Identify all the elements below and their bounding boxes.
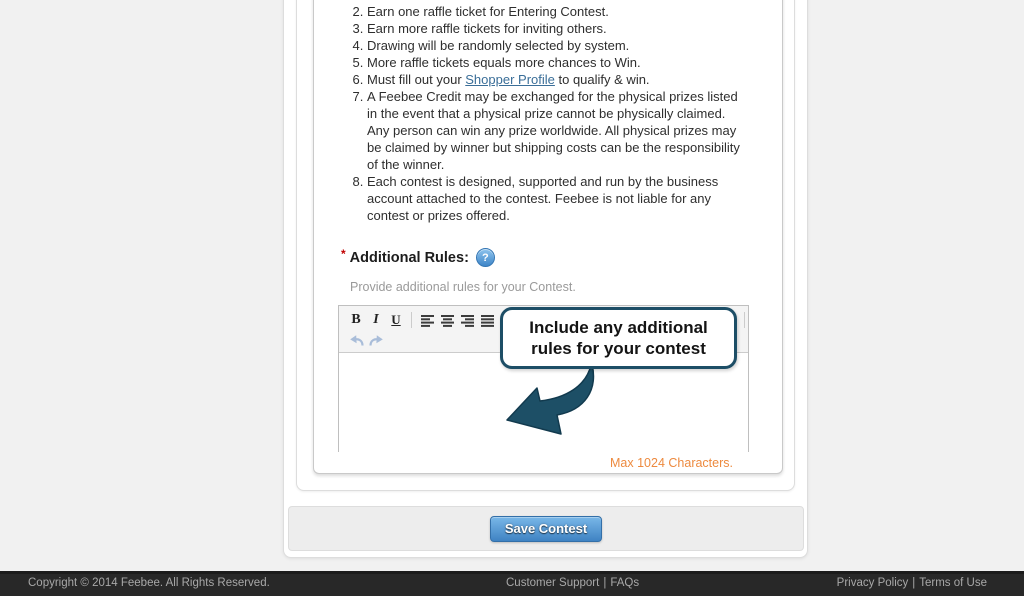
additional-rules-hint: Provide additional rules for your Contest. [350,280,576,294]
rule-item: 6. Must fill out your Shopper Profile to qualify & win. [367,71,747,88]
help-icon[interactable]: ? [476,248,495,267]
rule-item: 4. Drawing will be randomly selected by system. [367,37,747,54]
faqs-link[interactable]: FAQs [610,577,640,589]
rule-item: 5. More raffle tickets equals more chances to Win. [367,54,747,71]
rule-item: 2. Earn one raffle ticket for Entering Contest. [367,3,747,20]
align-left-icon[interactable] [417,311,437,329]
rules-ordered-list [337,3,749,224]
contest-rules-list [337,3,749,224]
callout-line2: rules for your contest [531,339,706,358]
italic-button[interactable]: I [373,312,379,327]
privacy-policy-link[interactable]: Privacy Policy [836,577,909,589]
save-contest-button[interactable]: Save Contest [490,516,602,542]
additional-rules-label: Additional Rules: [349,249,469,266]
toolbar-divider [744,312,745,328]
redo-icon[interactable] [366,332,386,350]
bold-button[interactable]: B [351,312,361,327]
tutorial-callout [500,307,737,369]
underline-button[interactable]: U [391,312,401,327]
save-section [288,506,804,551]
required-asterisk: * [341,246,346,261]
toolbar-divider [411,312,412,328]
max-characters-note: Max 1024 Characters. [610,456,733,470]
align-right-icon[interactable] [457,311,477,329]
additional-rules-header [341,248,495,267]
rule-item: 8. Each contest is designed, supported and run by the business account attached to the contest. Feebee is not liable for any contest or prizes offered. [367,173,747,224]
rule-item: 7. A Feebee Credit may be exchanged for the physical prizes listed in the event that a physical prize cannot be physically claimed. Any person can win any prize worldwide. All physical prizes may be claimed by winner but shipping costs can be the responsibility of the winner. [367,88,747,173]
align-justify-icon[interactable] [477,311,497,329]
terms-of-use-link[interactable]: Terms of Use [919,577,987,589]
footer-separator: | [912,577,916,589]
footer-separator: | [603,577,607,589]
rule-item: 3. Earn more raffle tickets for inviting others. [367,20,747,37]
customer-support-link[interactable]: Customer Support [506,577,600,589]
align-center-icon[interactable] [437,311,457,329]
shopper-profile-link[interactable]: Shopper Profile [465,72,555,87]
app-footer [0,571,1024,596]
undo-icon[interactable] [346,332,366,350]
callout-arrow-icon [494,360,620,451]
callout-line1: Include any additional [529,318,708,337]
copyright-text: Copyright © 2014 Feebee. All Rights Reserved. [28,577,270,589]
